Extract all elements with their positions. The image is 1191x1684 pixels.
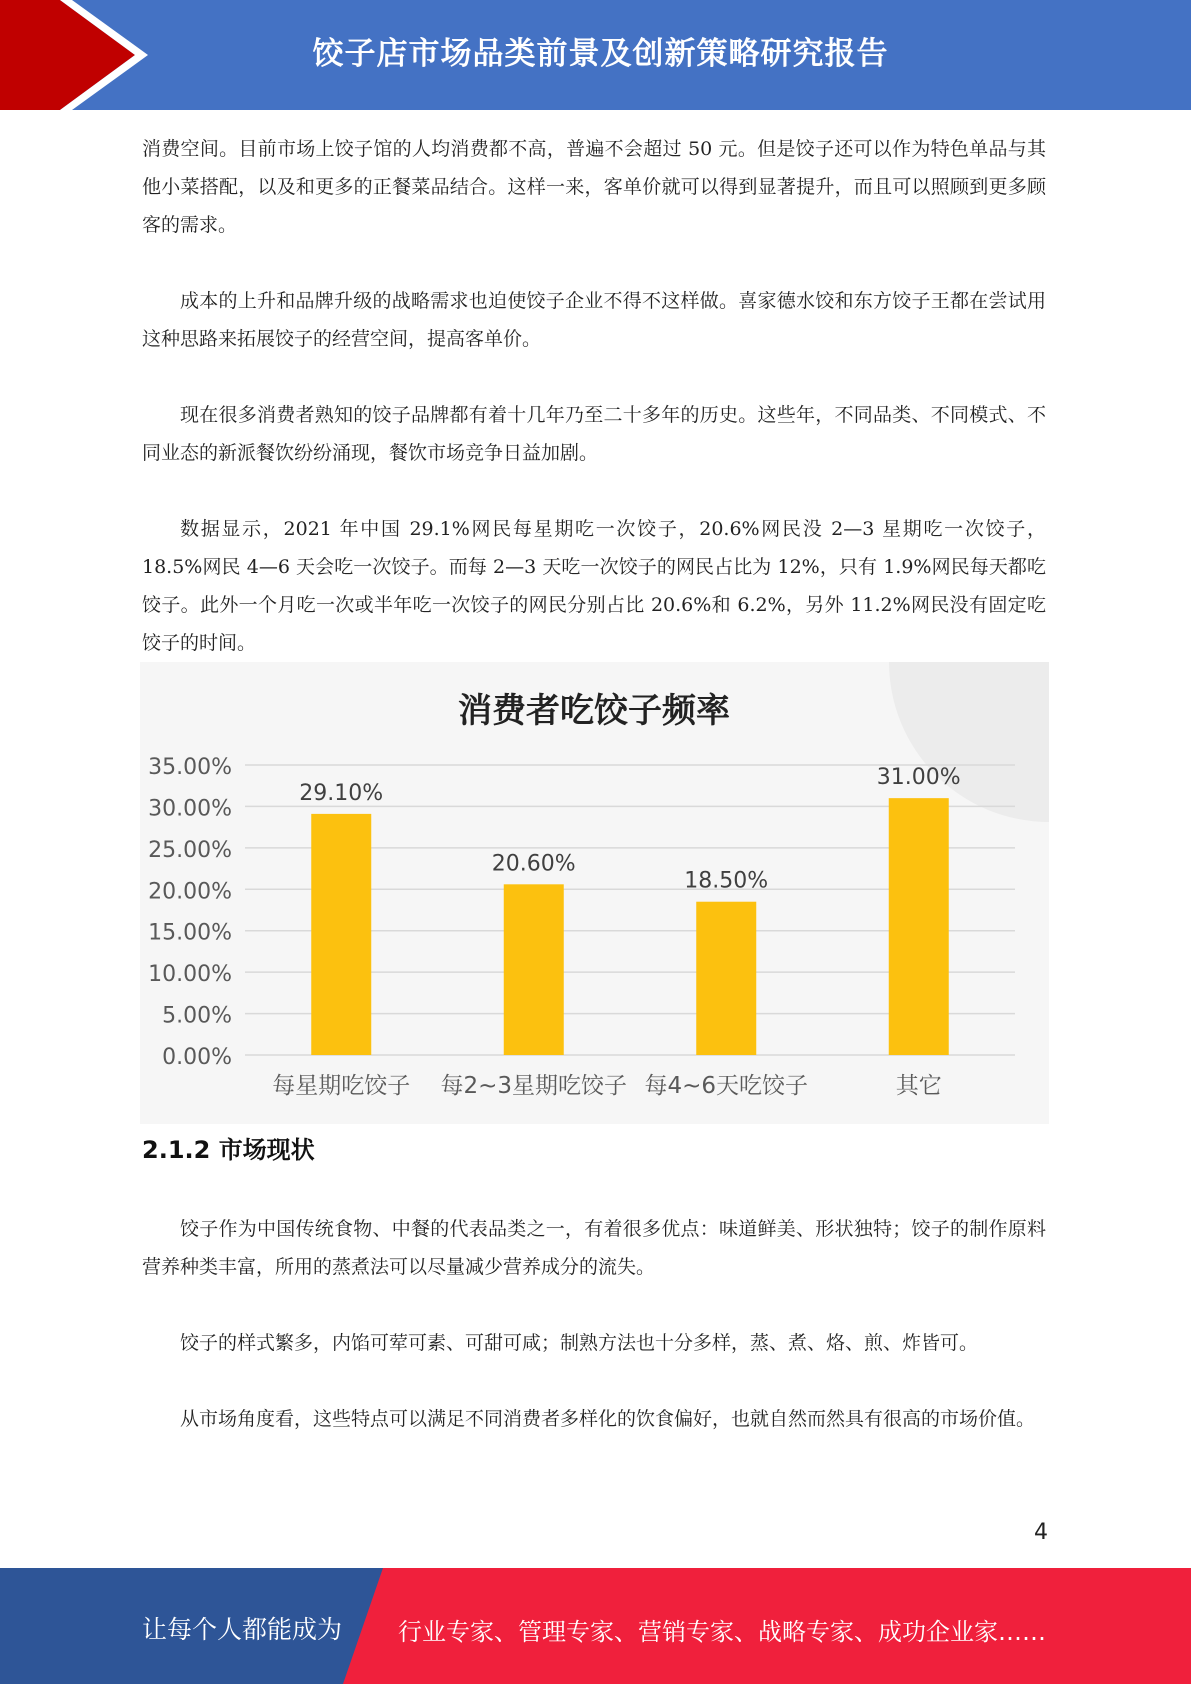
page-header	[0, 0, 1191, 110]
body-text-2	[142, 1210, 1046, 1438]
chart-title: 消费者吃饺子频率	[458, 691, 730, 731]
bar-value-label: 18.50%	[684, 868, 769, 894]
paragraph-3: 现在很多消费者熟知的饺子品牌都有着十几年乃至二十多年的历史。这些年，不同品类、不同模式、不同业态的新派餐饮纷纷涌现，餐饮市场竞争日益加剧。	[142, 404, 1046, 464]
y-tick-label: 15.00%	[148, 920, 232, 946]
y-tick-label: 25.00%	[148, 837, 232, 863]
paragraph-5: 饺子作为中国传统食物、中餐的代表品类之一，有着很多优点：味道鲜美、形状独特；饺子的制作原料营养种类丰富，所用的蒸煮法可以尽量减少营养成分的流失。	[142, 1218, 1046, 1278]
paragraph-1: 消费空间。目前市场上饺子馆的人均消费都不高，普遍不会超过 50 元。但是饺子还可以作为特色单品与其他小菜搭配，以及和更多的正餐菜品结合。这样一来，客单价就可以得到显著提升，而且可以照顾到更多顾客的需求。	[142, 138, 1046, 236]
paragraph-2: 成本的上升和品牌升级的战略需求也迫使饺子企业不得不这样做。喜家德水饺和东方饺子王都在尝试用这种思路来拓展饺子的经营空间，提高客单价。	[142, 290, 1046, 350]
body-text	[142, 130, 1046, 662]
chart-corner-decoration	[889, 662, 1049, 822]
page-number: 4	[1034, 1520, 1048, 1545]
footer-slogan-left: 让每个人都能成为	[142, 1615, 343, 1644]
bar-value-label: 31.00%	[876, 765, 961, 791]
section-heading: 2.1.2 市场现状	[142, 1136, 315, 1164]
bar	[311, 814, 371, 1055]
y-tick-label: 10.00%	[148, 962, 232, 988]
header-arrow-decoration	[0, 0, 160, 110]
bar-chart	[140, 662, 1049, 1124]
y-tick-label: 0.00%	[162, 1045, 232, 1070]
bar-value-label: 20.60%	[491, 851, 576, 877]
bar	[696, 902, 756, 1055]
x-category-label: 其它	[895, 1073, 942, 1099]
x-category-label: 每星期吃饺子	[272, 1073, 411, 1099]
y-tick-label: 20.00%	[148, 879, 232, 905]
paragraph-7: 从市场角度看，这些特点可以满足不同消费者多样化的饮食偏好，也就自然而然具有很高的市场价值。	[180, 1408, 1036, 1430]
bar-value-label: 29.10%	[299, 780, 384, 806]
paragraph-6: 饺子的样式繁多，内馅可荤可素、可甜可咸；制熟方法也十分多样，蒸、煮、烙、煎、炸皆可。	[180, 1332, 979, 1354]
x-category-label: 每4~6天吃饺子	[644, 1073, 809, 1099]
header-title: 饺子店市场品类前景及创新策略研究报告	[312, 35, 889, 72]
footer-slogan-right: 行业专家、管理专家、营销专家、战略专家、成功企业家……	[398, 1618, 1046, 1646]
y-tick-label: 35.00%	[148, 755, 232, 780]
y-tick-label: 5.00%	[162, 1003, 232, 1029]
paragraph-4: 数据显示，2021 年中国 29.1%网民每星期吃一次饺子，20.6%网民没 2—3 星期吃一次饺子，18.5%网民 4—6 天会吃一次饺子。而每 2—3 天吃一次饺子的网民占比为 12%，只有 1.9%网民每天都吃饺子。此外一个月吃一次或半年吃一次饺子的网民分别占比 20.6%和 6.2%，另外 11.2%网民没有固定吃饺子的时间。	[142, 518, 1046, 654]
y-tick-label: 30.00%	[148, 796, 232, 822]
x-category-label: 每2~3星期吃饺子	[440, 1073, 628, 1099]
bar	[504, 884, 564, 1055]
bar	[889, 798, 949, 1055]
chart-svg	[140, 662, 1049, 1124]
